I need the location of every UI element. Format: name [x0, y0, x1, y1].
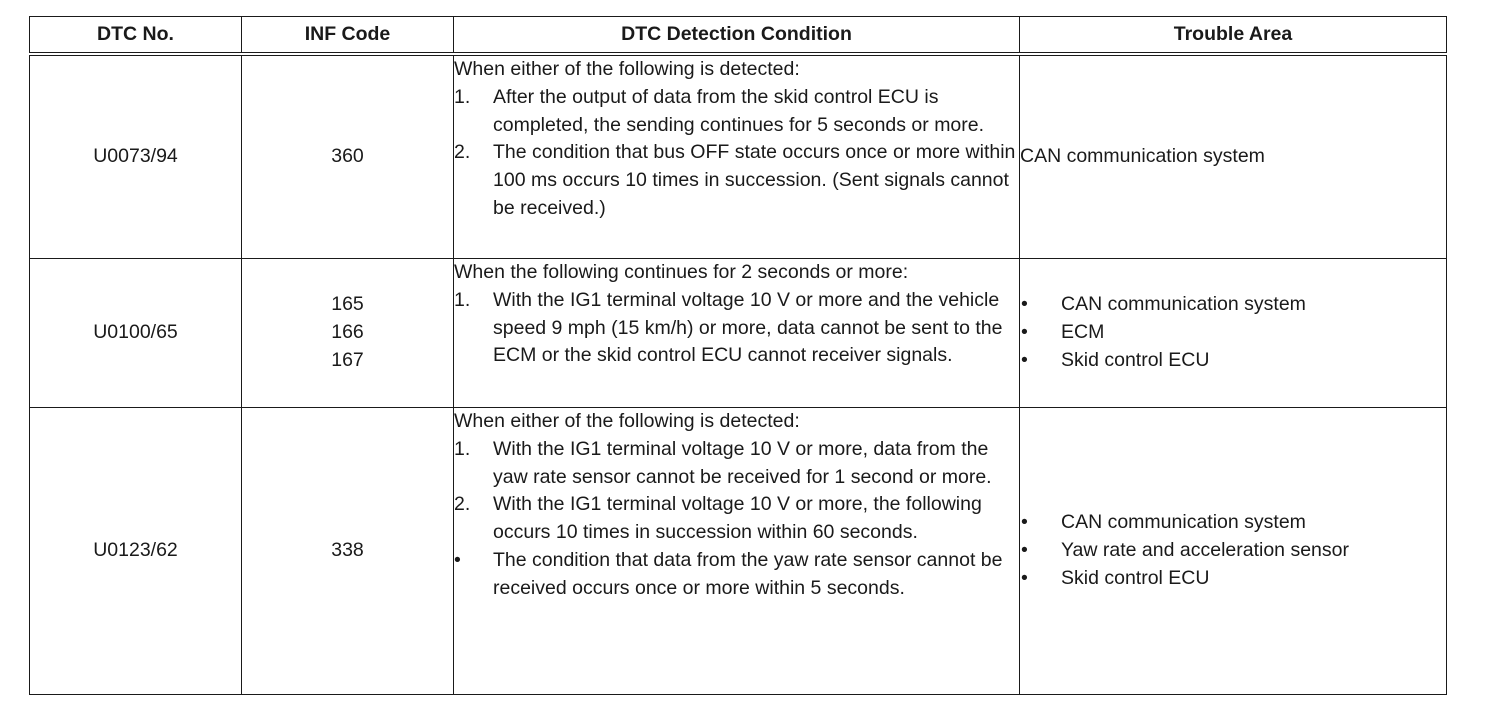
- inf-code-cell: [242, 259, 454, 408]
- dtc-code-cell: U0100/65: [30, 259, 242, 408]
- condition-text: After the output of data from the skid control ECU is completed, the sending continues for 5 seconds or more.: [493, 85, 985, 136]
- condition-marker: •: [454, 548, 461, 571]
- trouble-area-item: [1020, 537, 1446, 565]
- table-row: [30, 259, 1447, 408]
- condition-marker: 1.: [454, 85, 471, 108]
- condition-text: The condition that bus OFF state occurs once or more within 100 ms occurs 10 times in succession. (Sent signals cannot be received.): [493, 141, 1016, 219]
- condition-marker: 2.: [454, 493, 471, 516]
- trouble-area-text: ECM: [1061, 321, 1105, 344]
- trouble-area-item: [1020, 565, 1446, 593]
- detection-condition-cell: [454, 54, 1020, 259]
- trouble-area-text: CAN communication system: [1061, 293, 1306, 316]
- table-row: [30, 408, 1447, 695]
- dtc-code-cell: U0123/62: [30, 408, 242, 695]
- trouble-area-cell: [1020, 259, 1447, 408]
- condition-list: [454, 436, 1019, 603]
- inf-code-cell: [242, 408, 454, 695]
- page-corner-mark: [30, 0, 42, 6]
- condition-list: [454, 84, 1019, 223]
- condition-text: With the IG1 terminal voltage 10 V or more and the vehicle speed 9 mph (15 km/h) or more, data cannot be sent to the ECM or the skid control ECU cannot receiver signals.: [493, 288, 1003, 367]
- trouble-area-item: [1020, 347, 1446, 375]
- condition-item: [454, 139, 1019, 222]
- condition-text: With the IG1 terminal voltage 10 V or more, data from the yaw rate sensor cannot be received for 1 second or more.: [493, 437, 992, 488]
- condition-item: [454, 547, 1019, 603]
- detection-condition-cell: [454, 408, 1020, 695]
- condition-intro: When either of the following is detected:: [454, 58, 800, 80]
- trouble-area-text: CAN communication system: [1020, 145, 1265, 168]
- header-dtc-no: DTC No.: [30, 17, 242, 55]
- dtc-table: [29, 16, 1447, 695]
- bullet-icon: •: [1021, 321, 1028, 344]
- trouble-area-item: [1020, 319, 1446, 347]
- table-row: [30, 54, 1447, 259]
- header-trouble-area: Trouble Area: [1020, 17, 1447, 55]
- inf-code: 166: [331, 321, 364, 344]
- condition-intro: When either of the following is detected:: [454, 410, 800, 432]
- condition-text: With the IG1 terminal voltage 10 V or more, the following occurs 10 times in succession within 60 seconds.: [493, 493, 982, 544]
- inf-code-cell: [242, 54, 454, 259]
- condition-marker: 1.: [454, 437, 471, 460]
- trouble-area-item: [1020, 291, 1446, 319]
- bullet-icon: •: [1021, 348, 1028, 371]
- trouble-area-text: Skid control ECU: [1061, 566, 1210, 589]
- condition-marker: 2.: [454, 141, 471, 164]
- condition-item: [454, 287, 1019, 370]
- header-row: [30, 17, 1447, 55]
- inf-code: 167: [331, 348, 364, 371]
- condition-list: [454, 287, 1019, 370]
- bullet-icon: •: [1021, 539, 1028, 562]
- trouble-area-cell: [1020, 408, 1447, 695]
- condition-item: [454, 491, 1019, 547]
- condition-item: [454, 436, 1019, 492]
- trouble-area-text: CAN communication system: [1061, 511, 1306, 534]
- inf-code: 165: [331, 293, 364, 316]
- condition-item: [454, 84, 1019, 140]
- trouble-area-list: [1020, 509, 1446, 592]
- bullet-icon: •: [1021, 293, 1028, 316]
- inf-code: 360: [331, 145, 364, 168]
- trouble-area-text: Yaw rate and acceleration sensor: [1061, 539, 1349, 562]
- dtc-code-cell: U0073/94: [30, 54, 242, 259]
- header-inf-code: INF Code: [242, 17, 454, 55]
- condition-intro: When the following continues for 2 seconds or more:: [454, 261, 909, 283]
- inf-code: 338: [331, 539, 364, 562]
- detection-condition-cell: [454, 259, 1020, 408]
- header-detection-condition: DTC Detection Condition: [454, 17, 1020, 55]
- trouble-area-cell: [1020, 54, 1447, 259]
- trouble-area-text: Skid control ECU: [1061, 348, 1210, 371]
- condition-text: The condition that data from the yaw rate sensor cannot be received occurs once or more within 5 seconds.: [493, 548, 1003, 599]
- trouble-area-item: [1020, 509, 1446, 537]
- condition-marker: 1.: [454, 288, 471, 311]
- bullet-icon: •: [1021, 511, 1028, 534]
- bullet-icon: •: [1021, 566, 1028, 589]
- trouble-area-list: [1020, 291, 1446, 374]
